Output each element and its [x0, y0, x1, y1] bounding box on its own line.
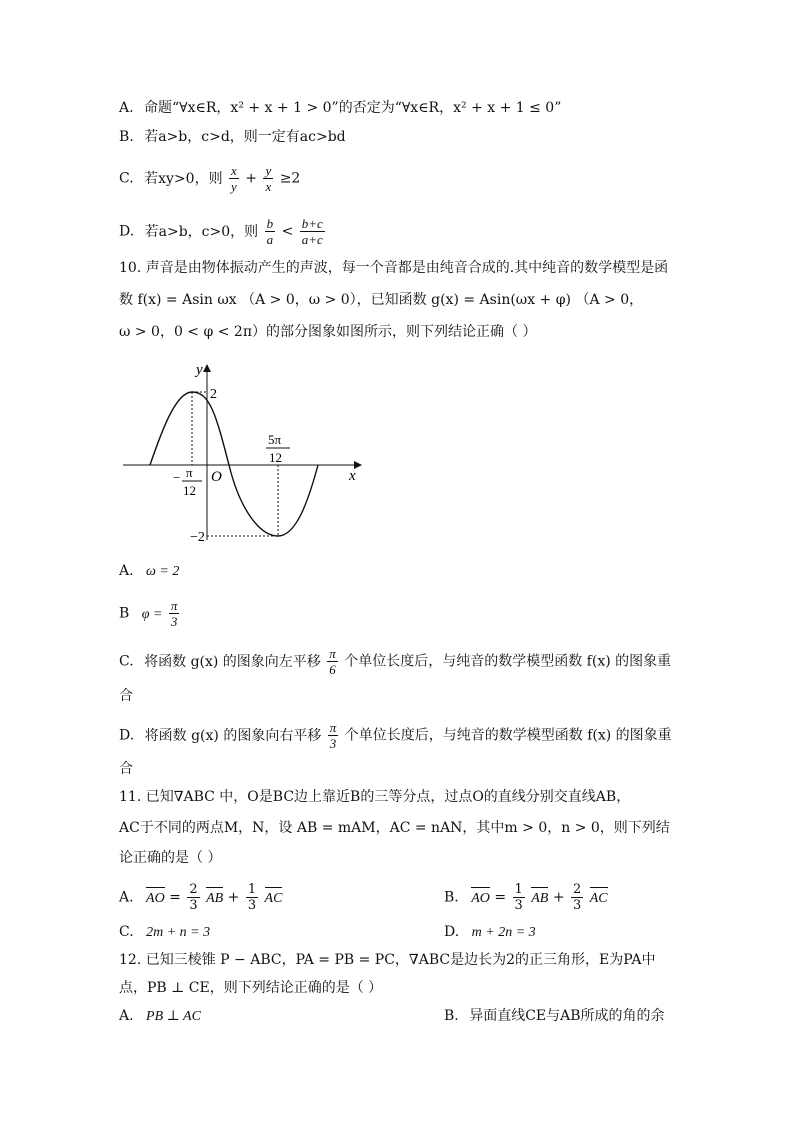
q12-a-label: A. — [119, 1008, 134, 1024]
q10-a-text: ω = 2 — [146, 564, 180, 579]
q10-b-label: B — [119, 605, 130, 622]
q10-c-suffix: 个单位长度后，与纯音的数学模型函数 f(x) 的图象重 — [344, 653, 672, 670]
q10-a-label: A. — [119, 563, 134, 579]
q11-b-coefficient-1: $\frac{1}{3}$ — [514, 882, 523, 913]
q11-stem-line-3: 论正确的是（ ） — [119, 850, 222, 866]
q10-c-fraction: $\frac{\pi}{6}$ — [329, 646, 336, 677]
q11-option-c — [119, 922, 210, 943]
q10-c-prefix: 将函数 g(x) 的图象向左平移 — [144, 653, 321, 670]
q10-stem-line-1: 10. 声音是由物体振动产生的声波，每一个音都是由纯音合成的.其中纯音的数学模型是函 — [119, 260, 669, 276]
q10-d-label: D. — [119, 727, 135, 744]
origin-label: O — [211, 469, 222, 485]
q10-d-fraction: $\frac{\pi}{3}$ — [329, 720, 337, 751]
max-label: 2 — [210, 387, 217, 402]
q10-d-prefix: 将函数 g(x) 的图象向右平移 — [144, 727, 322, 744]
sine-curve — [150, 392, 318, 536]
q11-option-b: B. AO = $\frac{1}{3}$ AB + $\frac{2}{3}$ AC — [444, 882, 608, 913]
q9-a-text: 命题“∀x∈R，x² + x + 1 > 0”的否定为“∀x∈R，x² + x + 1 ≤ 0” — [144, 100, 562, 116]
q9-b-label: B. — [119, 129, 134, 145]
q9-c-plus: + — [245, 170, 257, 187]
q9-d-fraction-2: $\frac{b+c}{a+c}$ — [301, 216, 323, 247]
q12-stem-line-2: 点，PB ⊥ CE，则下列结论正确的是（ ） — [119, 980, 383, 996]
q11-a-lhs-vector: AO — [146, 889, 165, 909]
q10-sine-graph — [118, 360, 378, 550]
q11-b-plus: + — [552, 889, 565, 906]
q10-option-b — [119, 598, 181, 629]
min-label: −2 — [190, 530, 205, 545]
q9-a-label: A. — [119, 100, 134, 116]
y-axis-arrow — [203, 364, 211, 372]
q10-stem-line-2: 数 f(x) = Asin ωx （A > 0，ω > 0），已知函数 g(x) = Asin(ωx + φ) （A > 0， — [119, 292, 644, 308]
q11-a-coefficient-2: $\frac{1}{3}$ — [247, 882, 257, 913]
left-tick-denominator: 12 — [183, 483, 196, 498]
q10-option-d — [119, 720, 672, 751]
q11-b-label: B. — [444, 889, 459, 906]
q11-a-coefficient-1: $\frac{2}{3}$ — [189, 882, 198, 913]
q9-option-a — [119, 98, 561, 118]
q12-a-text: PB ⊥ AC — [146, 1009, 201, 1024]
q11-b-coefficient-2: $\frac{2}{3}$ — [573, 882, 582, 913]
q11-a-label: A. — [119, 889, 134, 906]
right-tick-numerator: 5π — [268, 432, 282, 447]
q12-b-text: 异面直线CE与AB所成的角的余 — [469, 1008, 665, 1024]
q9-c-fraction-2: $\frac{y}{x}$ — [265, 163, 272, 194]
q11-d-text: m + 2n = 3 — [471, 925, 536, 940]
q9-b-text: 若a>b，c>d，则一定有ac>bd — [144, 129, 346, 145]
q10-c-label: C. — [119, 653, 134, 670]
q10-option-c-wrap: 合 — [119, 688, 133, 704]
q9-option-c — [119, 163, 300, 194]
q11-option-d — [444, 922, 536, 943]
q11-option-a: A. AO = $\frac{2}{3}$ AB + $\frac{1}{3}$ AC — [119, 882, 283, 913]
q9-c-suffix: ≥2 — [279, 170, 301, 187]
q10-option-d-wrap: 合 — [119, 761, 133, 777]
q12-b-label: B. — [444, 1008, 459, 1024]
left-tick-numerator: π — [186, 465, 193, 480]
q12-option-a — [119, 1006, 201, 1027]
q9-option-b — [119, 127, 346, 147]
q10-option-a — [119, 561, 179, 582]
q10-b-prefix: φ = — [141, 606, 163, 622]
q11-a-vector-2: AC — [265, 889, 283, 909]
left-tick-sign: − — [173, 470, 181, 485]
q11-a-plus: + — [227, 889, 240, 906]
q11-d-label: D. — [444, 924, 460, 940]
q9-c-label: C. — [119, 170, 134, 187]
q11-b-vector-1: AB — [531, 889, 548, 909]
q11-c-label: C. — [119, 924, 134, 940]
q9-d-fraction-1: $\frac{b}{a}$ — [266, 216, 274, 247]
q11-b-lhs-vector: AO — [471, 889, 490, 909]
q11-stem-line-2: AC于不同的两点M，N，设 AB = mAM，AC = nAN，其中m > 0，n > 0，则下列结 — [119, 820, 670, 836]
q11-a-vector-1: AB — [206, 889, 223, 909]
q12-stem-line-1: 12. 已知三棱锥 P − ABC，PA = PB = PC，∇ABC是边长为2的正三角形，E为PA中 — [119, 952, 656, 968]
q11-stem-line-1: 11. 已知∇ABC 中，O是BC边上靠近B的三等分点，过点O的直线分别交直线AB， — [119, 789, 631, 805]
q10-stem-line-3: ω > 0，0 < φ < 2π）的部分图象如图所示，则下列结论正确（ ） — [119, 324, 537, 340]
q9-c-fraction-1: $\frac{x}{y}$ — [231, 163, 237, 194]
q11-c-text: 2m + n = 3 — [146, 925, 211, 940]
q9-d-prefix: 若a>b，c>0，则 — [144, 223, 259, 240]
x-axis-label: x — [349, 468, 356, 484]
q10-option-c — [119, 646, 671, 677]
q11-b-vector-2: AC — [590, 889, 608, 909]
q9-d-label: D. — [119, 223, 135, 240]
q9-d-lt: < — [281, 223, 294, 240]
q9-c-prefix: 若xy>0，则 — [144, 170, 223, 187]
q10-b-fraction: $\frac{\pi}{3}$ — [170, 598, 178, 629]
q12-option-b — [444, 1006, 665, 1026]
y-axis-label: y — [196, 362, 203, 378]
right-tick-denominator: 12 — [269, 450, 282, 465]
q10-d-suffix: 个单位长度后，与纯音的数学模型函数 f(x) 的图象重 — [344, 727, 672, 744]
q9-option-d — [119, 216, 327, 247]
